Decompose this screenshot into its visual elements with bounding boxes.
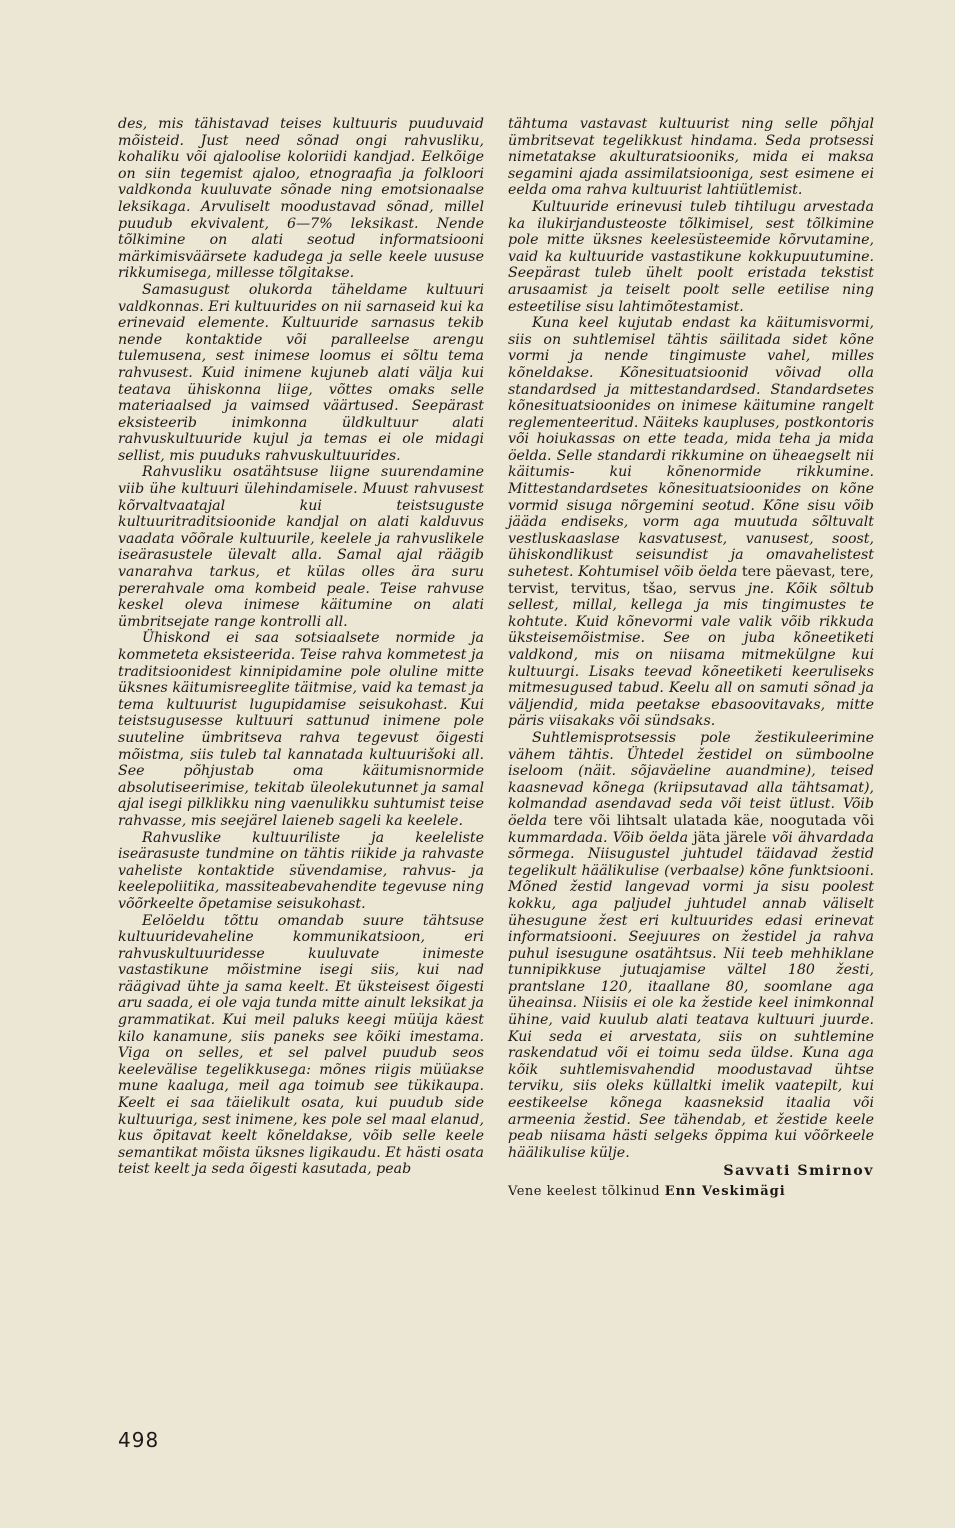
translator-name: Enn Veskimägi [664, 1184, 786, 1199]
paragraph [508, 730, 874, 1161]
paragraph: Samasugust olukorda täheldame kultuuri valdkonnas. Eri kultuurides on nii sarnaseid kui ka erinevaid elemente. Kultuuride sarnasus tekib nende kontaktide või paralleelse arengu tulemusena, sest inimese loomus ei sõltu tema rahvusest. Kuid inimene kujuneb alati välja kui teatava ühiskonna liige, võttes omaks selle materiaalsed ja vaimsed väärtused. Seepärast eksisteerib inimkonna üldkultuur alati rahvuskultuuride kujul ja temas ei ole midagi sellist, mis puuduks rahvuskultuurides. [118, 281, 484, 464]
paragraph: Kultuuride erinevusi tuleb tihtilugu arvestada ka ilukirjandusteoste tõlkimisel, sest tõlkimine pole mitte üksnes keelesüsteemide kõrvutamine, vaid ka kultuuride vastastikune kokkupuutumine. Seepärast tuleb ühelt poolt eristada tekstist arusaamist ja teiselt poolt selle eetilise ning esteetilise sisu lahtimõtestamist. [508, 198, 874, 315]
gesture-examples: jäta järele [693, 829, 767, 846]
paragraph-text: ähvardada sõrmega. Niisugustel juhtudel täidavad žestid tegelikult häälikulise (verbaalse) kõne funktsiooni. Mõned žestid langevad vormi ja sisu poolest kokku, aga paljudel juhtudel annab väliselt ühesugune žest eri kultuurides edasi erinevat informatsiooni. Seejuures on žestidel ja rahva puhul isesugune osatähtsus. Nii teeb mehhiklane tunnipikkuse jutuajamise vältel 180 žesti, prantslane 120, itaallane 80, soomlane aga üheainsa. Niisiis ei ole ka žestide keel inimkonnal ühine, vaid kuulub alati teatava kultuuri juurde. Kui seda ei arvestata, siis on suhtlemine raskendatud või ei toimu seda üldse. Kuna aga kõik suhtlemisvahendid moodustavad ühtse terviku, siis oleks küllaltki imelik vaatepilt, kui eestikeelse kõnega kaasneksid itaalia või armeenia žestid. See tähendab, et žestide keele peab niisama hästi selgeks õppima kui võõrkeele häälikulise külje. [508, 829, 875, 1161]
paragraph: Rahvusliku osatähtsuse liigne suurendamine viib ühe kultuuri ülehindamisele. Muust rahvusest kõrvaltvaatajal kui teistsuguste kultuuritraditsioonide kandjal on alati kalduvus vaadata võõrale kultuurile, keelele ja rahvuslikele iseärasustele ülevalt alla. Samal ajal räägib vanarahva tarkus, et külas olles ära suru pererahvale oma kombeid peale. Teise rahvuse keskel oleva inimese käitumine on alati ümbritsejate range kontrolli all. [118, 464, 484, 630]
paragraph-text: Kuid kõnevormi vale valik võib rikkuda üksteisemõistmise. See on juba kõneetiketi valdkond, mis on niisama mitmekülgne kui kultuurgi. Lisaks teevad kõneetiketi keeruliseks mitmesugused tabud. Keelu all on samuti sõnad ja väljendid, mida peetakse ebasoovitavaks, mitte päris viisakaks või sündsaks. [508, 613, 875, 730]
paragraph-text: Kuna keel kujutab endast ka käitumisvormi, siis on suhtlemisel tähtis säilitada sidet kõne vormi ja nende tingimuste vahel, milles kõneldakse. Kõnesituatsioonid võivad olla standardsed ja mittestandardsed. Standardsetes kõnesituatsioonides on inimese käitumine rangelt reglementeeritud. Näiteks kaupluses, postkontoris või hoiukassas on ette teada, mida teha ja mida öelda. Selle standardi rikkumine on üheaegselt nii käitumis- kui kõnenormide rikkumine. Mittestandardsetes kõnesituatsioonides on kõne vormid sisuga nõrgemini seotud. Kõne sisu võib jääda endiseks, vorm aga muutuda sõltuvalt vestluskaaslase kasvatusest, vanusest, soost, ühiskondlikust seisundist ja omavahelistest suhetest. Kohtumisel võib öelda [508, 315, 874, 581]
right-column [508, 116, 874, 1201]
paragraph-text: kummardada. Võib öelda [508, 829, 689, 846]
page-number: 498 [118, 1428, 160, 1452]
paragraph: tähtuma vastavast kultuurist ning selle põhjal ümbritsevat tegelikkust hindama. Seda protsessi nimetatakse akulturatsiooniks, mida ei maksa segamini ajada assimilatsiooniga, sest esimene ei eelda oma rahva kultuurist lahtiütlemist. [508, 116, 874, 199]
greeting-examples: tere päevast, tere, tervist, tervitus, tšao, servus [508, 564, 875, 597]
paragraph: Ühiskond ei saa sotsiaalsete normide ja kommeteta eksisteerida. Teise rahva kommetest ja traditsioonidest kinnipidamine pole oluline mitte üksnes käitumisreeglite täitmise, vaid ka temast ja tema kultuurist lugupidamise seisukohast. Kui teistsugusesse kultuuri sattunud inimene pole suuteline ümbritseva rahva tegevust õigesti mõistma, siis tuleb tal kannatada kultuurišoki all. See põhjustab oma käitumisnormide absolutiseerimise, tekitab üleolekutunnet ja samal ajal isegi pilklikku ning vaenulikku suhtumist teise rahvasse, mis seejärel laieneb sageli ka keelele. [118, 630, 484, 829]
paragraph-text: jne. Kõik sõltub sellest, millal, kellega ja mis tingimustes te kohtute. [508, 580, 875, 630]
translator-credit [508, 1184, 874, 1201]
paragraph [508, 315, 874, 730]
gesture-examples: tere või lihtsalt ulatada käe, noogutada või [553, 812, 874, 829]
paragraph: Rahvuslike kultuuriliste ja keeleliste iseärasuste tundmine on tähtis riikide ja rahvaste vaheliste kontaktide süvendamise, rahvus- ja keelepoliitika, massiteabevahendite tegevuse ning võõrkeelte õpetamise seisukohast. [118, 829, 484, 912]
translator-prefix: Vene keelest tõlkinud [508, 1184, 661, 1199]
left-column [118, 116, 484, 1178]
paragraph-text: või [771, 829, 793, 846]
paragraph-text: Suhtlemisprotsessis pole žestikuleerimine vähem tähtis. Ühtedel žestidel on sümboolne iseloom (näit. sõjaväeline auandmine), teised kaasnevad kõnega (kriipsutavad alla tähtsamat), kolmandad asendavad seda või teist ütlust. Võib öelda [508, 729, 874, 829]
author-name: Savvati Smirnov [723, 1163, 874, 1180]
paragraph: des, mis tähistavad teises kultuuris puuduvaid mõisteid. Just need sõnad ongi rahvusliku, kohaliku või ajaloolise koloriidi kandjad. Eelkõige on siin tegemist ajaloo, etnograafia ja folkloori valdkonda kuuluvate sõnade ning emotsionaalse leksikaga. Arvuliselt moodustavad sõnad, millel puudub ekvivalent, 6—7% leksikast. Nende tõlkimine on alati seotud informatsiooni märkimisväärsete kadudega ja selle keele uususe rikkumisega, millesse tõlgitakse. [118, 116, 484, 282]
paragraph: Eelöeldu tõttu omandab suure tähtsuse kultuuridevaheline kommunikatsioon, eri rahvuskultuuridesse kuuluvate inimeste vastastikune mõistmine isegi siis, kui nad räägivad ühte ja sama keelt. Et üksteisest õigesti aru saada, ei ole vaja tunda mitte ainult leksikat ja grammatikat. Kui meil paluks keegi müüja käest kilo kanamune, siis paneks see kõiki imestama. Viga on selles, et sel palvel puudub seos keelevälise tegelikkusega: mõnes riigis müüakse mune kaaluga, meil aga toimub see tükikaupa. Keelt ei saa täielikult osata, kui puudub side kultuuriga, sest inimene, kes pole sel maal elanud, kus õpitavat keelt kõneldakse, võib selle keele semantikat mõista üksnes ligikaudu. Et hästi osata teist keelt ja seda õigesti kasutada, peab [118, 912, 484, 1178]
